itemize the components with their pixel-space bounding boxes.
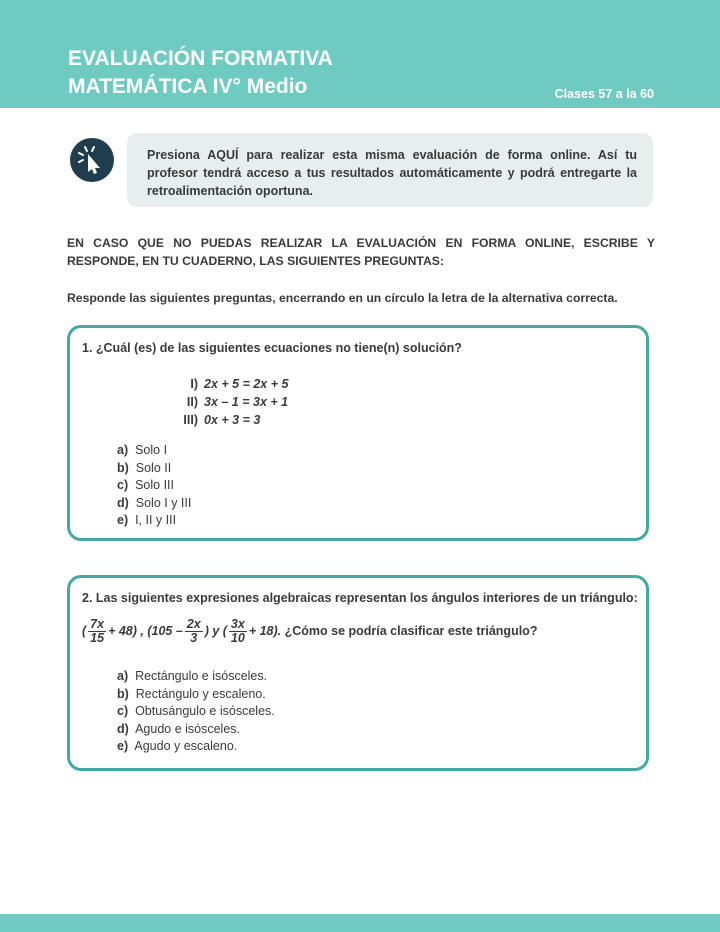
expr-part: ( xyxy=(82,624,87,638)
fraction-2x-3 xyxy=(185,618,203,645)
question-1-options xyxy=(117,442,191,530)
fraction-numerator: 3x xyxy=(230,616,245,631)
option-d[interactable] xyxy=(117,495,191,513)
option-text: Solo I xyxy=(135,443,168,457)
option-c[interactable] xyxy=(117,703,275,721)
equation-row xyxy=(170,393,288,411)
fraction-numerator: 2x xyxy=(186,616,201,631)
question-2-title: 2. Las siguientes expresiones algebraicas representan los ángulos interiores de un triángulo: xyxy=(82,591,638,605)
option-d[interactable] xyxy=(117,721,275,739)
question-2-box xyxy=(67,575,649,771)
option-text: Solo I y III xyxy=(135,495,192,510)
expr-part: ) y ( xyxy=(204,624,227,638)
option-letter: a) xyxy=(117,669,129,683)
question-2-expression xyxy=(82,616,537,646)
equation-expression: 0x + 3 = 3 xyxy=(204,413,261,427)
page-title xyxy=(68,45,333,101)
option-letter: d) xyxy=(117,495,129,510)
title-line-1: EVALUACIÓN FORMATIVA xyxy=(68,47,333,70)
option-a[interactable] xyxy=(117,668,275,686)
option-text: Rectángulo e isósceles. xyxy=(135,669,268,683)
fraction-3x-10 xyxy=(229,618,247,645)
option-e[interactable] xyxy=(117,738,275,756)
fraction-denominator: 15 xyxy=(90,630,105,645)
equation-numeral: II) xyxy=(186,395,198,409)
option-letter: e) xyxy=(117,739,129,753)
page-header xyxy=(0,0,720,108)
classes-label: Clases 57 a la 60 xyxy=(554,87,654,101)
fraction-7x-15 xyxy=(88,618,106,645)
option-letter: b) xyxy=(117,460,129,475)
question-1-equations xyxy=(170,375,288,429)
option-text: I, II y III xyxy=(135,513,177,527)
equation-expression: 3x – 1 = 3x + 1 xyxy=(204,395,289,409)
equation-row xyxy=(170,375,288,393)
option-text: Agudo e isósceles. xyxy=(135,721,241,736)
question-1-box xyxy=(67,325,649,541)
equation-numeral: I) xyxy=(190,377,198,391)
fraction-denominator: 3 xyxy=(190,630,198,645)
online-notice-text[interactable]: Presiona AQUÍ para realizar esta misma evaluación de forma online. Así tu profesor tendrá acceso a tus resultados automáticamente y podrá entregarte la retroalimentación oportuna. xyxy=(147,148,637,198)
equation-row xyxy=(170,411,288,429)
option-e[interactable] xyxy=(117,512,191,530)
online-notice[interactable] xyxy=(127,133,653,207)
offline-instructions: EN CASO QUE NO PUEDAS REALIZAR LA EVALUACIÓN EN FORMA ONLINE, ESCRIBE Y RESPONDE, EN TU CUADERNO, LAS SIGUIENTES PREGUNTAS: xyxy=(67,236,655,268)
option-c[interactable] xyxy=(117,477,191,495)
page-footer-bar xyxy=(0,914,720,932)
option-letter: b) xyxy=(117,686,129,701)
option-text: Solo III xyxy=(135,478,174,492)
option-text: Agudo y escaleno. xyxy=(134,739,238,753)
answer-instructions: Responde las siguientes preguntas, encerrando en un círculo la letra de la alternativa correcta. xyxy=(67,291,618,305)
option-a[interactable] xyxy=(117,442,191,460)
fraction-numerator: 7x xyxy=(90,616,105,631)
option-letter: a) xyxy=(117,443,129,457)
option-letter: c) xyxy=(117,704,129,718)
option-letter: d) xyxy=(117,721,129,736)
option-b[interactable] xyxy=(117,686,275,704)
option-text: Solo II xyxy=(135,460,172,475)
expr-part: + 18). xyxy=(248,624,282,638)
fraction-denominator: 10 xyxy=(230,630,245,645)
option-b[interactable] xyxy=(117,460,191,478)
option-letter: c) xyxy=(117,478,129,492)
expr-part: + 48) , (105 – xyxy=(108,624,183,638)
cursor-click-icon[interactable] xyxy=(70,138,114,182)
question-2-options xyxy=(117,668,275,756)
option-letter: e) xyxy=(117,513,129,527)
equation-numeral: III) xyxy=(183,413,198,427)
cursor-click-icon-svg xyxy=(70,138,114,182)
option-text: Rectángulo y escaleno. xyxy=(135,686,266,701)
question-2-prompt: ¿Cómo se podría clasificar este triángulo? xyxy=(281,624,538,638)
option-text: Obtusángulo e isósceles. xyxy=(135,704,275,718)
question-1-title: 1. ¿Cuál (es) de las siguientes ecuaciones no tiene(n) solución? xyxy=(82,341,462,355)
title-line-2: MATEMÁTICA IV° Medio xyxy=(68,75,308,98)
equation-expression: 2x + 5 = 2x + 5 xyxy=(204,377,289,391)
